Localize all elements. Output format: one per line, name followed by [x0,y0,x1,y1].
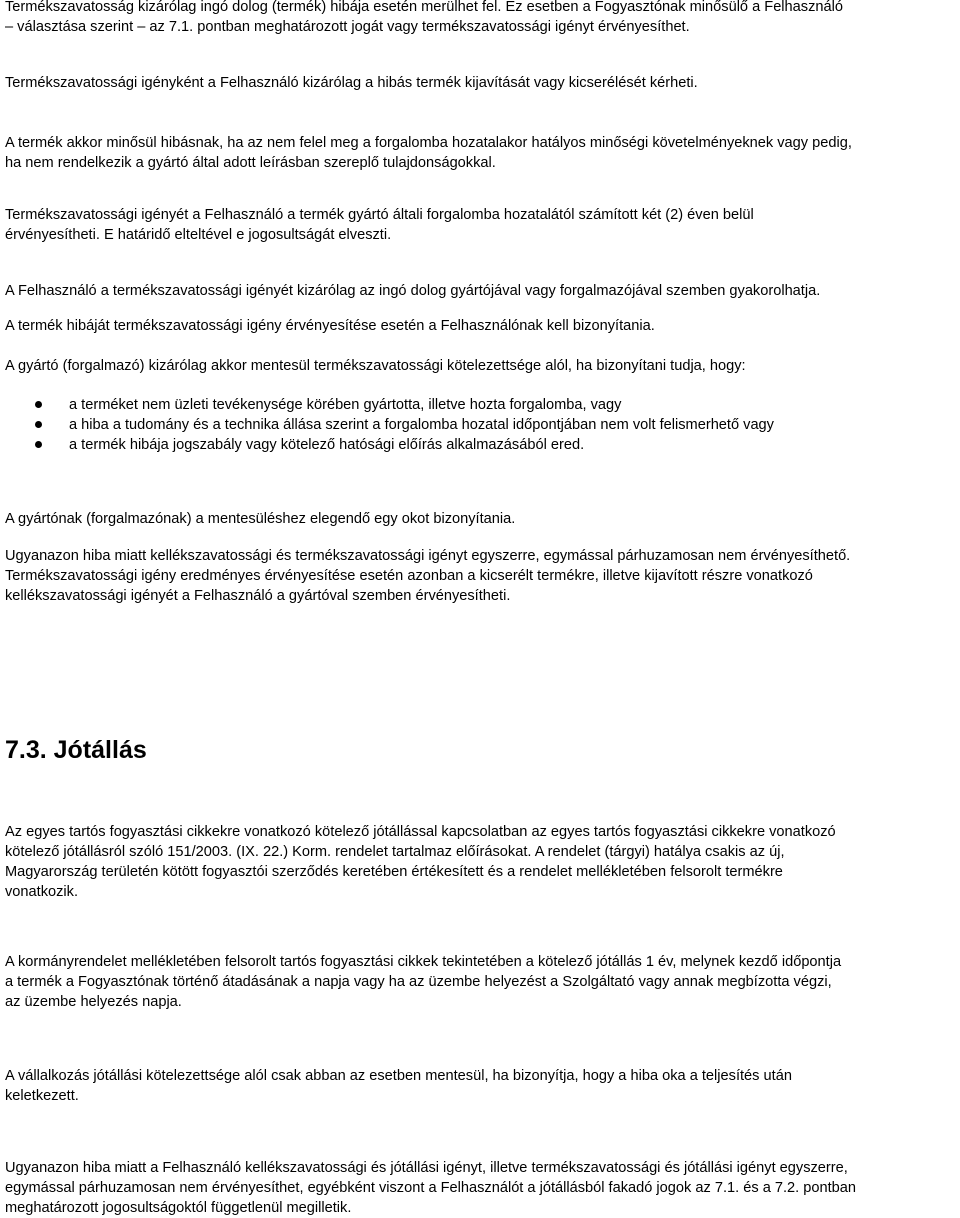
paragraph-line: Ugyanazon hiba miatt kellékszavatossági és termékszavatossági igényt egyszerre, egymással párhuzamosan nem érvényesíthető. [5,548,851,564]
paragraph-line: keletkezett. [5,1088,79,1104]
paragraph-line: kellékszavatossági igényét a Felhasználó a gyártóval szemben érvényesítheti. [5,588,511,604]
section-heading: 7.3. Jótállás [5,736,147,764]
paragraph-line: vonatkozik. [5,884,79,900]
paragraph-warranty-regulation [5,822,958,902]
paragraph-line: érvényesítheti. E határidő elteltével e jogosultságát elveszti. [5,227,392,243]
list-item-text: a hiba a tudomány és a technika állása szerint a forgalomba hozatal időpontjában nem volt felismerhető vagy [69,417,774,433]
paragraph-line: az üzembe helyezés napja. [5,994,182,1010]
paragraph-parallel-claims [5,546,958,606]
exemption-list [0,395,960,455]
paragraph-exemption-proof [5,509,958,529]
paragraph-line: a termék a Fogyasztónak történő átadásának a napja vagy ha az üzembe helyezést a Szolgáltató vagy annak megbízotta végzi, [5,974,832,990]
paragraph-line: A gyártónak (forgalmazónak) a mentesüléshez elegendő egy okot bizonyítania. [5,511,516,527]
paragraph-line: A termék akkor minősül hibásnak, ha az nem felel meg a forgalomba hozatalakor hatályos minőségi követelményeknek vagy pedig, [5,135,852,151]
paragraph-line: A kormányrendelet mellékletében felsorolt tartós fogyasztási cikkek tekintetében a kötelező jótállás 1 év, melynek kezdő időpontja [5,954,842,970]
paragraph-line: Magyarország területén kötött fogyasztói szerződés keretében értékesített és a rendelet mellékletében felsorolt termékre [5,864,783,880]
paragraph-line: A termék hibáját termékszavatossági igény érvényesítése esetén a Felhasználónak kell bizonyítania. [5,318,655,334]
paragraph-line: meghatározott jogosultságoktól függetlenül megilletik. [5,1200,352,1216]
paragraph-against-whom [5,281,958,301]
paragraph-line: – választása szerint – az 7.1. pontban meghatározott jogát vagy termékszavatossági igényt érvényesíthet. [5,19,690,35]
paragraph-deadline [5,205,958,245]
paragraph-warranty-parallel [5,1158,958,1218]
paragraph-line: Termékszavatossági igényként a Felhasználó kizárólag a hibás termék kijavítását vagy kicserélését kérheti. [5,75,698,91]
paragraph-line: Termékszavatosság kizárólag ingó dolog (termék) hibája esetén merülhet fel. Ez esetben a Fogyasztónak minősülő a Felhasználó [5,0,843,15]
paragraph-line: Az egyes tartós fogyasztási cikkekre vonatkozó kötelező jótállással kapcsolatban az egyes tartós fogyasztási cikkekre vonatkozó [5,824,836,840]
list-item-text: a termék hibája jogszabály vagy kötelező hatósági előírás alkalmazásából ered. [69,437,585,453]
paragraph-intro [5,0,958,37]
list-item [0,435,960,455]
paragraph-warranty-period [5,952,958,1012]
paragraph-line: Termékszavatossági igény eredményes érvényesítése esetén azonban a kicserélt termékre, illetve kijavított részre vonatkozó [5,568,813,584]
paragraph-line: Termékszavatossági igényét a Felhasználó a termék gyártó általi forgalomba hozatalától számított két (2) éven belül [5,207,754,223]
paragraph-line: kötelező jótállásról szóló 151/2003. (IX. 22.) Korm. rendelet tartalmaz előírásokat. A rendelet (tárgyi) hatálya csakis az új, [5,844,785,860]
paragraph-burden-of-proof [5,316,958,336]
paragraph-defect-definition [5,133,958,173]
paragraph-line: egymással párhuzamosan nem érvényesíthet, egyébként viszont a Felhasználót a jótállásból fakadó jogok az 7.1. és a 7.2. pontban [5,1180,857,1196]
bullet-icon [35,441,42,448]
paragraph-warranty-exemption [5,1066,958,1106]
paragraph-line: ha nem rendelkezik a gyártó által adott leírásban szereplő tulajdonságokkal. [5,155,496,171]
bullet-icon [35,401,42,408]
list-item [0,395,960,415]
list-item [0,415,960,435]
paragraph-line: A Felhasználó a termékszavatossági igényét kizárólag az ingó dolog gyártójával vagy forgalmazójával szemben gyakorolhatja. [5,283,821,299]
list-item-text: a terméket nem üzleti tevékenysége körében gyártotta, illetve hozta forgalomba, vagy [69,397,622,413]
paragraph-claim-scope [5,73,958,93]
bullet-icon [35,421,42,428]
paragraph-line: Ugyanazon hiba miatt a Felhasználó kellékszavatossági és jótállási igényt, illetve termékszavatossági és jótállási igényt egyszerre, [5,1160,848,1176]
paragraph-line: A vállalkozás jótállási kötelezettsége alól csak abban az esetben mentesül, ha bizonyítja, hogy a hiba oka a teljesítés után [5,1068,792,1084]
paragraph-line: A gyártó (forgalmazó) kizárólag akkor mentesül termékszavatossági kötelezettsége alól, ha bizonyítani tudja, hogy: [5,358,746,374]
paragraph-exemption-intro [5,356,958,376]
